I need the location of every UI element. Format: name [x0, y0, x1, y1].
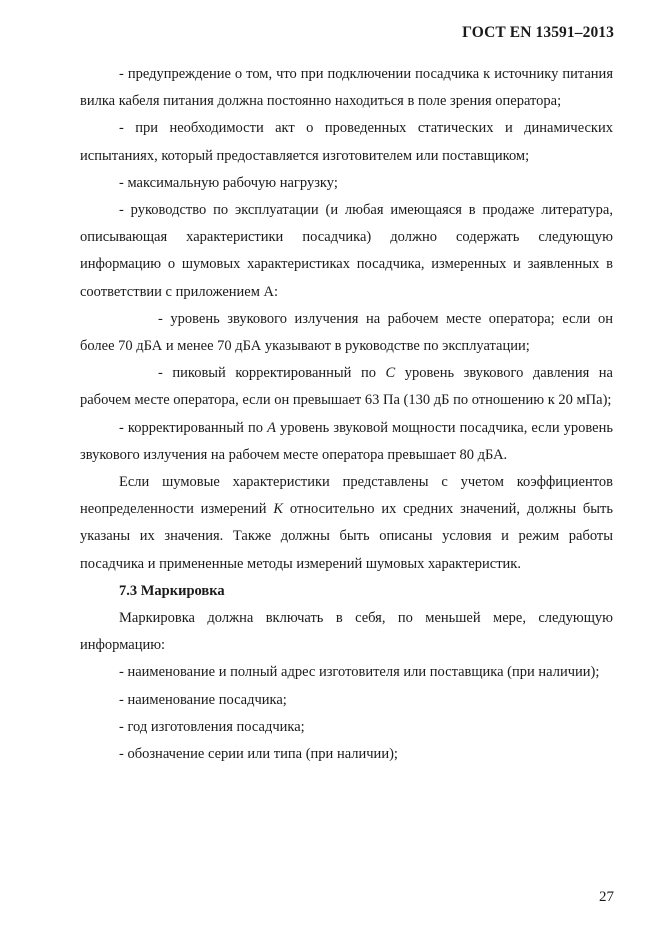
text-span: уровень звуковой мощности посадчика, если уровень звукового излучения на рабочем месте оператора превышает 80 дБА.: [80, 419, 613, 463]
paragraph-test-report: - при необходимости акт о проведенных статических и динамических испытаниях, который предоставляется изготовителем или поставщиком;: [80, 120, 613, 164]
document-body: [80, 61, 613, 768]
paragraph-peak-c-level: [80, 360, 613, 414]
page-number: 27: [599, 889, 614, 905]
document-header: ГОСТ EN 13591–2013: [462, 24, 614, 41]
text-span: уровень звукового давления на рабочем месте оператора, если он превышает 63 Па (130 дБ по отношению к 20 мПа);: [80, 365, 613, 409]
text-span: - пиковый корректированный по: [158, 365, 386, 382]
paragraph-manufacture-year: - год изготовления посадчика;: [119, 718, 305, 735]
paragraph-manufacturer-address: - наименование и полный адрес изготовителя или поставщика (при наличии);: [119, 664, 600, 681]
paragraph-max-load: - максимальную рабочую нагрузку;: [119, 174, 338, 191]
text-span: относительно их средних значений, должны быть указаны их значения. Также должны быть описаны условия и режим работы посадчика и примененные методы измерений шумовых характеристик.: [80, 501, 613, 572]
section-heading-marking: 7.3 Маркировка: [119, 582, 225, 599]
paragraph-a-weighted-power: [80, 415, 613, 469]
paragraph-manual-noise: - руководство по эксплуатации (и любая имеющаяся в продаже литература, описывающая характеристики посадчика) должно содержать следующую информацию о шумовых характеристиках посадчика, измеренных и заявленных в соответствии с приложением А:: [80, 202, 613, 300]
paragraph-uncertainty: [80, 469, 613, 578]
paragraph-series-type: - обозначение серии или типа (при наличии);: [119, 746, 398, 763]
paragraph-sound-emission: - уровень звукового излучения на рабочем месте оператора; если он более 70 дБА и менее 70 дБА указывают в руководстве по эксплуатации;: [80, 310, 613, 355]
paragraph-warning-plug: - предупреждение о том, что при подключении посадчика к источнику питания вилка кабеля питания должна постоянно находиться в поле зрения оператора;: [80, 66, 613, 110]
paragraph-product-name: - наименование посадчика;: [119, 691, 287, 708]
text-span: Если шумовые характеристики представлены с учетом коэффициентов неопределенности измерений: [80, 474, 613, 518]
paragraph-marking-intro: Маркировка должна включать в себя, по меньшей мере, следующую информацию:: [80, 610, 613, 654]
italic-symbol-k: K: [273, 501, 284, 518]
italic-symbol-c: C: [385, 365, 396, 382]
italic-symbol-a: A: [267, 419, 276, 436]
text-span: - корректированный по: [119, 419, 268, 436]
